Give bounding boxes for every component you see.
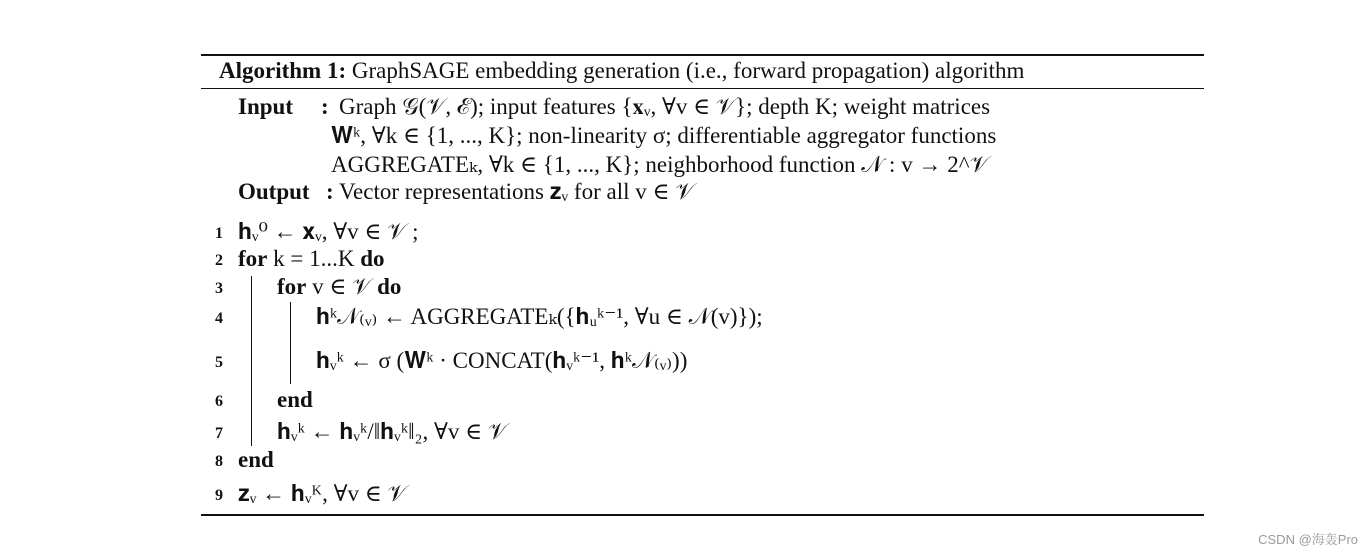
step-1-text: 𝐡ᵥ⁰ ← 𝐱ᵥ, ∀v ∈ 𝒱 ; [238, 219, 419, 244]
step-3-text: v ∈ 𝒱 [312, 274, 372, 299]
step-5-text: 𝐡ᵥᵏ ← σ (𝐖ᵏ · CONCAT(𝐡ᵥᵏ⁻¹, 𝐡ᵏ𝒩₍ᵥ₎)) [316, 348, 688, 373]
step-3-for-keyword: for [277, 274, 307, 299]
line-number-4: 4 [215, 310, 223, 327]
bottom-rule [201, 514, 1204, 516]
algorithm-caption [219, 58, 1024, 84]
watermark: CSDN @海轰Pro [1258, 532, 1358, 547]
algorithm-box [201, 54, 1204, 516]
output-label: Output [238, 179, 310, 204]
step-6 [277, 386, 313, 414]
step-2-text: k = 1...K [273, 246, 355, 271]
input-colon: : [321, 94, 329, 119]
step-3-do-keyword: do [377, 274, 402, 299]
output-colon: : [326, 179, 334, 204]
input-line-2: 𝐖ᵏ, ∀k ∈ {1, ..., K}; non-linearity σ; differentiable aggregator functions [331, 123, 997, 148]
step-8-end-keyword: end [238, 447, 274, 472]
line-number-8: 8 [215, 453, 223, 470]
line-number-2: 2 [215, 252, 223, 269]
step-2-do-keyword: do [360, 246, 385, 271]
step-9-text: 𝐳ᵥ ← 𝐡ᵥᴷ, ∀v ∈ 𝒱 [238, 481, 407, 506]
step-3 [277, 273, 401, 301]
inner-loop-bar [290, 302, 291, 384]
line-number-3: 3 [215, 280, 223, 297]
step-4-text: 𝐡ᵏ𝒩₍ᵥ₎ ← AGGREGATEₖ({𝐡ᵤᵏ⁻¹, ∀u ∈ 𝒩(v)}); [316, 304, 763, 329]
line-number-1: 1 [215, 225, 223, 242]
step-7-text: 𝐡ᵥᵏ ← 𝐡ᵥᵏ/‖𝐡ᵥᵏ‖₂, ∀v ∈ 𝒱 [277, 419, 508, 444]
caption-label: Algorithm 1: [219, 58, 347, 83]
input-line-3: AGGREGATEₖ, ∀k ∈ {1, ..., K}; neighborhood function 𝒩 : v → 2^𝒱 [331, 152, 989, 177]
output-text: Vector representations 𝐳ᵥ for all v ∈ 𝒱 [339, 179, 695, 204]
line-number-6: 6 [215, 393, 223, 410]
step-6-end-keyword: end [277, 387, 313, 412]
step-2-for-keyword: for [238, 246, 268, 271]
line-number-7: 7 [215, 425, 223, 442]
step-2 [238, 245, 385, 273]
line-number-5: 5 [215, 354, 223, 371]
outer-loop-bar [251, 276, 252, 446]
top-rule [201, 54, 1204, 56]
input-label: Input [238, 94, 293, 119]
caption-title: GraphSAGE embedding generation (i.e., forward propagation) algorithm [351, 58, 1025, 83]
line-number-9: 9 [215, 487, 223, 504]
caption-rule [201, 88, 1204, 89]
input-line-1: Graph 𝒢(𝒱, ℰ); input features {𝐱ᵥ, ∀v ∈ 𝒱}; depth K; weight matrices [339, 94, 991, 119]
step-8 [238, 446, 274, 474]
